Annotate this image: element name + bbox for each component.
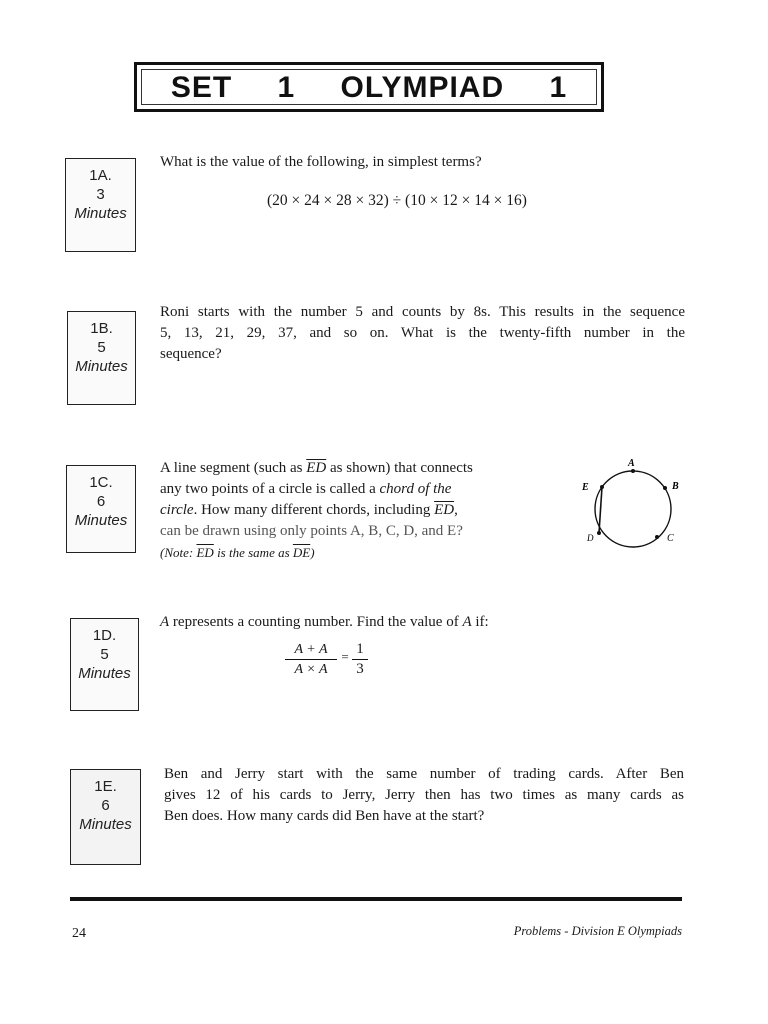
circle [595,471,671,547]
text-run: (Note: [160,545,197,560]
text-run: as shown) that connects [326,460,473,476]
text-line: sequence? [160,346,222,362]
problem-1c-question [160,458,532,563]
text-run: A line segment (such as [160,460,307,476]
problem-label: 1B. [90,320,113,337]
point-a [631,469,635,473]
text-run: , [454,502,458,518]
fraction-denominator: 3 [356,661,364,677]
fraction-numerator: A + A [285,640,337,660]
segment-de: $\overline{DE}$ [292,545,311,560]
text-line: can be drawn using only points A, B, C, D, and E? [160,523,463,539]
point-e [600,485,604,489]
fraction-left [285,640,337,679]
label-d: D [587,533,594,543]
equals-sign: = [341,649,349,664]
problem-minutes-unit: Minutes [78,665,131,682]
problem-1b-box [67,311,136,405]
footer-rule [70,897,682,901]
problem-minutes-unit: Minutes [79,816,132,833]
problem-minutes: 3 [96,186,105,203]
segment-ed: $\overline{ED}$ [306,460,327,476]
problem-1a-question: What is the value of the following, in simplest terms? [160,154,482,170]
circle-diagram [575,455,690,555]
point-d [597,531,601,535]
text-line [160,458,532,479]
text-line: 5, 13, 21, 29, 37, and so on. What is the twenty-fifth number in the [160,325,685,341]
problem-1d-question [160,612,489,633]
text-run: is the same as [213,545,293,560]
fraction-numerator: 1 [352,640,368,660]
text-line [160,500,532,521]
text-run: ) [310,545,315,560]
point-b [663,486,667,490]
problem-minutes-unit: Minutes [74,512,128,529]
page-number: 24 [72,926,86,941]
problem-1e-question [164,764,684,827]
problem-1a-expression: (20 × 24 × 28 × 32) ÷ (10 × 12 × 14 × 16) [267,192,527,209]
problem-minutes-unit: Minutes [75,358,128,375]
variable-a: A [462,614,472,630]
problem-1b-question [160,302,685,365]
text-emphasis: chord of the [379,481,452,497]
problem-1c-note [160,542,532,563]
fraction-right [352,640,368,679]
label-c: C [667,533,674,544]
problem-1d-box [70,618,139,711]
text-line: Roni starts with the number 5 and counts by 8s. This results in the sequence [160,304,685,320]
problem-label: 1C. [89,474,113,491]
problem-1c-box [66,465,136,553]
segment-ed: $\overline{ED}$ [434,502,455,518]
title-box [134,62,604,112]
text-line [160,479,532,500]
problem-1e-box [70,769,141,865]
problem-minutes-unit: Minutes [74,205,127,222]
point-c [655,535,659,539]
problem-label: 1E. [94,778,117,795]
text-line: Ben does. How many cards did Ben have at the start? [164,808,485,824]
variable-a: A [160,614,170,630]
text-run: any two points of a circle is called a [160,481,380,497]
text-run: if: [471,614,489,630]
page-title: SET 1 OLYMPIAD 1 [170,71,568,104]
text-line: gives 12 of his cards to Jerry, Jerry then has two times as many cards as [164,787,684,803]
problem-1a-box [65,158,136,252]
text-run: . How many different chords, including [193,502,435,518]
text-line: Ben and Jerry start with the same number of trading cards. After Ben [164,766,684,782]
problem-minutes: 5 [97,339,106,356]
footer-title: Problems - Division E Olympiads [513,924,682,938]
label-a: A [628,458,635,469]
problem-minutes: 6 [101,797,110,814]
chord-ed [599,487,602,533]
fraction-denominator: A × A [294,662,328,677]
problem-label: 1D. [92,627,117,644]
text-run: represents a counting number. Find the value of [169,614,463,630]
problem-minutes: 5 [100,646,109,663]
segment-ed: $\overline{ED}$ [196,545,214,560]
problem-minutes: 6 [96,493,106,510]
text-emphasis: circle [160,502,194,518]
label-e: E [582,482,589,493]
problem-label: 1A. [89,167,112,184]
label-b: B [672,481,679,492]
